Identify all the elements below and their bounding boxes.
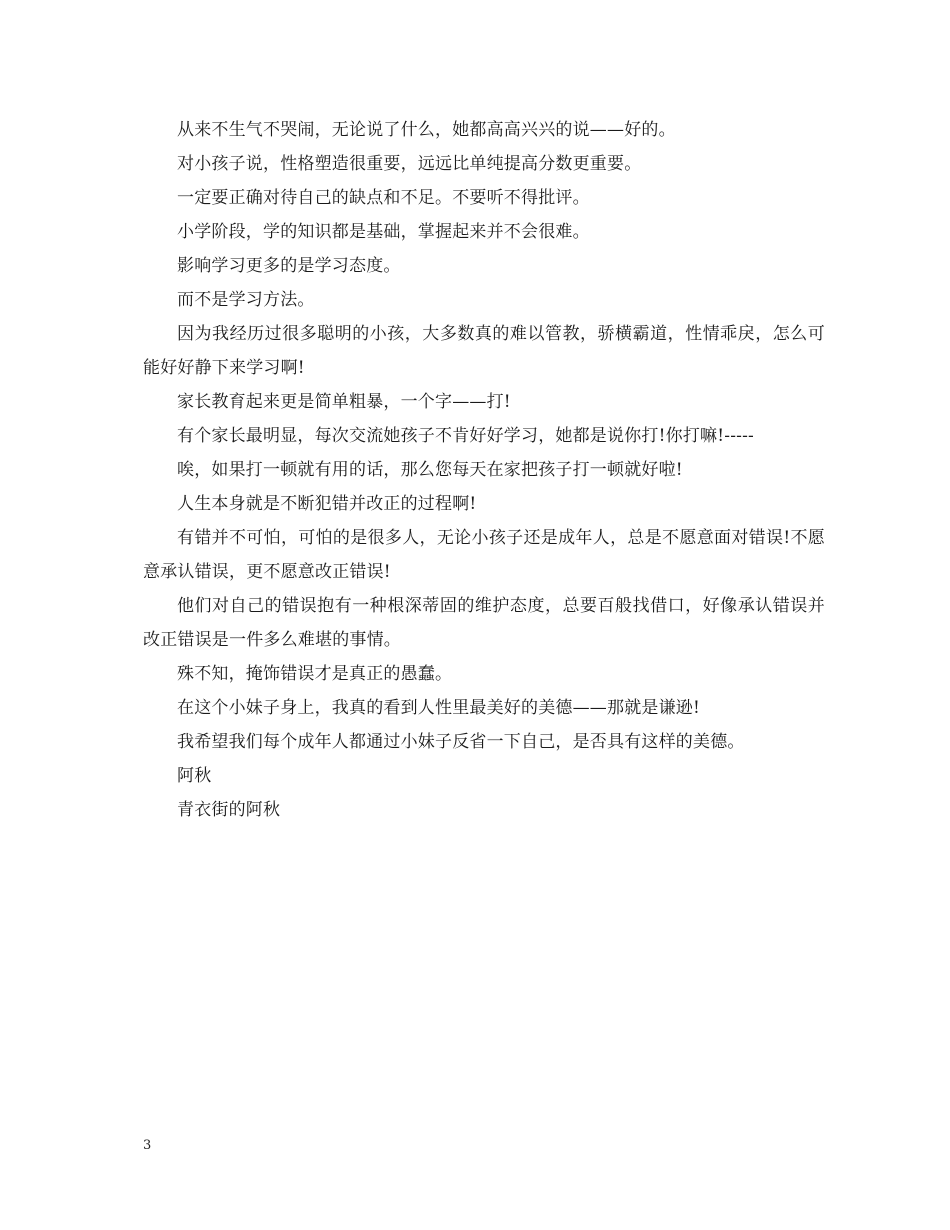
paragraph: 家长教育起来更是简单粗暴，一个字——打! bbox=[177, 392, 511, 412]
paragraph: 殊不知，掩饰错误才是真正的愚蠢。 bbox=[177, 664, 453, 684]
paragraph: 有个家长最明显，每次交流她孩子不肯好好学习，她都是说你打!你打嘛!----- bbox=[177, 426, 754, 446]
paragraph: 一定要正确对待自己的缺点和不足。不要听不得批评。 bbox=[177, 188, 590, 208]
page-number: 3 bbox=[143, 1138, 152, 1153]
paragraph: 对小孩子说，性格塑造很重要，远远比单纯提高分数更重要。 bbox=[177, 154, 642, 174]
paragraph: 他们对自己的错误抱有一种根深蒂固的维护态度，总要百般找借口，好像承认错误并改正错误是一件多么难堪的事情。 bbox=[143, 596, 825, 650]
paragraph: 小学阶段，学的知识都是基础，掌握起来并不会很难。 bbox=[177, 222, 590, 242]
paragraph: 在这个小妹子身上，我真的看到人性里最美好的美德——那就是谦逊! bbox=[177, 698, 701, 718]
document-body bbox=[143, 113, 825, 827]
signature-line: 青衣街的阿秋 bbox=[177, 800, 281, 820]
paragraph: 我希望我们每个成年人都通过小妹子反省一下自己，是否具有这样的美德。 bbox=[177, 732, 745, 752]
paragraph: 从来不生气不哭闹，无论说了什么，她都高高兴兴的说——好的。 bbox=[177, 120, 676, 140]
paragraph: 因为我经历过很多聪明的小孩，大多数真的难以管教，骄横霸道，性情乖戾，怎么可能好好静下来学习啊! bbox=[143, 324, 825, 378]
paragraph: 而不是学习方法。 bbox=[177, 290, 315, 310]
paragraph: 有错并不可怕，可怕的是很多人，无论小孩子还是成年人，总是不愿意面对错误!不愿意承认错误，更不愿意改正错误! bbox=[143, 528, 825, 582]
paragraph: 人生本身就是不断犯错并改正的过程啊! bbox=[177, 494, 477, 514]
paragraph: 唉，如果打一顿就有用的话，那么您每天在家把孩子打一顿就好啦! bbox=[177, 460, 683, 480]
signature-line: 阿秋 bbox=[177, 766, 212, 786]
paragraph: 影响学习更多的是学习态度。 bbox=[177, 256, 401, 276]
